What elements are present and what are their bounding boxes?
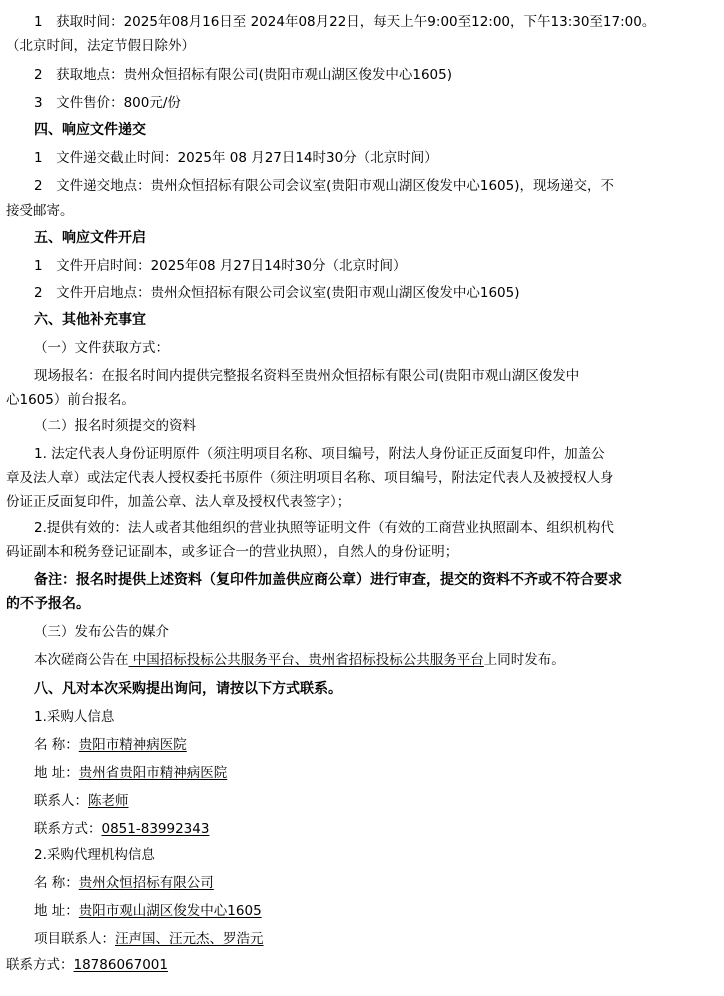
purchaser-contact-line [34, 791, 724, 811]
agency-name-line [34, 873, 724, 893]
required-docs-1-continued-a: 章及法人章）或法定代表人授权委托书原件（须注明项目名称、项目编号，附法定代表人及被授权人身 [6, 470, 614, 486]
acquisition-place-line: 2 获取地点：贵州众恒招标有限公司(贵阳市观山湖区俊发中心1605) [34, 67, 452, 83]
purchaser-contact-value: 陈老师 [88, 793, 129, 809]
document-price-line: 3 文件售价：800元/份 [34, 95, 181, 111]
purchaser-contact-label: 联系人： [34, 793, 88, 809]
remark-line: 备注：报名时提供上述资料（复印件加盖供应商公章）进行审查，提交的资料不齐或不符合要求 [34, 572, 622, 588]
agency-contact-line [34, 929, 724, 949]
onsite-registration-line: 现场报名：在报名时间内提供完整报名资料至贵州众恒招标有限公司(贵阳市观山湖区俊发中 [34, 368, 580, 384]
agency-phone-value: 18786067001 [73, 957, 168, 973]
submission-place-line: 2 文件递交地点：贵州众恒招标有限公司会议室(贵阳市观山湖区俊发中心1605)，现场递交，不 [34, 178, 614, 194]
purchaser-phone-value: 0851-83992343 [101, 821, 210, 837]
acquisition-time-line: 1 获取时间：2025年08月16日至 2024年08月22日，每天上午9:00至12:00，下午13:30至17:00。 [34, 14, 656, 30]
purchaser-address-value: 贵州省贵阳市精神病医院 [78, 765, 228, 781]
purchaser-phone-line [34, 819, 724, 839]
media-line-prefix: 本次磋商公告在 [34, 652, 129, 668]
media-line-suffix: 上同时发布。 [483, 652, 565, 668]
purchaser-name-label: 名 称： [34, 737, 79, 753]
media-line [34, 650, 724, 670]
remark-continued: 的不予报名。 [6, 596, 90, 612]
agency-phone-label: 联系方式： [6, 957, 74, 973]
agency-contact-label: 项目联系人： [34, 931, 115, 947]
agency-address-label: 地 址： [34, 903, 79, 919]
subsection-2-heading: （二）报名时须提交的资料 [34, 418, 196, 434]
agency-info-heading: 2.采购代理机构信息 [34, 847, 155, 863]
required-docs-1-line: 1. 法定代表人身份证明原件（须注明项目名称、项目编号，附法人身份证正反面复印件，加盖公 [34, 446, 605, 462]
section-4-heading: 四、响应文件递交 [34, 122, 146, 138]
acquisition-time-note: （北京时间，法定节假日除外） [6, 38, 195, 54]
required-docs-2-continued: 码证副本和税务登记证副本，或多证合一的营业执照），自然人的身份证明； [6, 544, 459, 560]
purchaser-info-heading: 1.采购人信息 [34, 709, 115, 725]
agency-name-value: 贵州众恒招标有限公司 [78, 875, 214, 891]
agency-address-line [34, 901, 724, 921]
submission-deadline-line: 1 文件递交截止时间：2025年 08 月27日14时30分（北京时间） [34, 150, 438, 166]
agency-address-value: 贵阳市观山湖区俊发中心1605 [78, 903, 262, 919]
subsection-3-heading: （三）发布公告的媒介 [34, 624, 169, 640]
submission-place-continued: 接受邮寄。 [6, 203, 74, 219]
agency-contact-value: 汪声国、汪元杰、罗浩元 [115, 931, 264, 947]
agency-name-label: 名 称： [34, 875, 79, 891]
purchaser-address-label: 地 址： [34, 765, 79, 781]
purchaser-name-line [34, 735, 724, 755]
purchaser-phone-label: 联系方式： [34, 821, 102, 837]
onsite-registration-continued: 心1605）前台报名。 [6, 392, 135, 408]
opening-place-line: 2 文件开启地点：贵州众恒招标有限公司会议室(贵阳市观山湖区俊发中心1605) [34, 285, 520, 301]
required-docs-1-continued-b: 份证正反面复印件，加盖公章、法人章及授权代表签字）； [6, 494, 351, 510]
media-platforms: 中国招标投标公共服务平台、贵州省招标投标公共服务平台 [128, 652, 484, 668]
purchaser-address-line [34, 763, 724, 783]
section-8-heading: 八、凡对本次采购提出询问，请按以下方式联系。 [34, 681, 342, 697]
opening-time-line: 1 文件开启时间：2025年08 月27日14时30分（北京时间） [34, 258, 407, 274]
required-docs-2-line: 2.提供有效的：法人或者其他组织的营业执照等证明文件（有效的工商营业执照副本、组织机构代 [34, 520, 614, 536]
section-5-heading: 五、响应文件开启 [34, 230, 146, 246]
agency-phone-line [6, 955, 724, 975]
section-6-heading: 六、其他补充事宜 [34, 312, 146, 328]
purchaser-name-value: 贵阳市精神病医院 [78, 737, 187, 753]
subsection-1-heading: （一）文件获取方式： [34, 340, 169, 356]
